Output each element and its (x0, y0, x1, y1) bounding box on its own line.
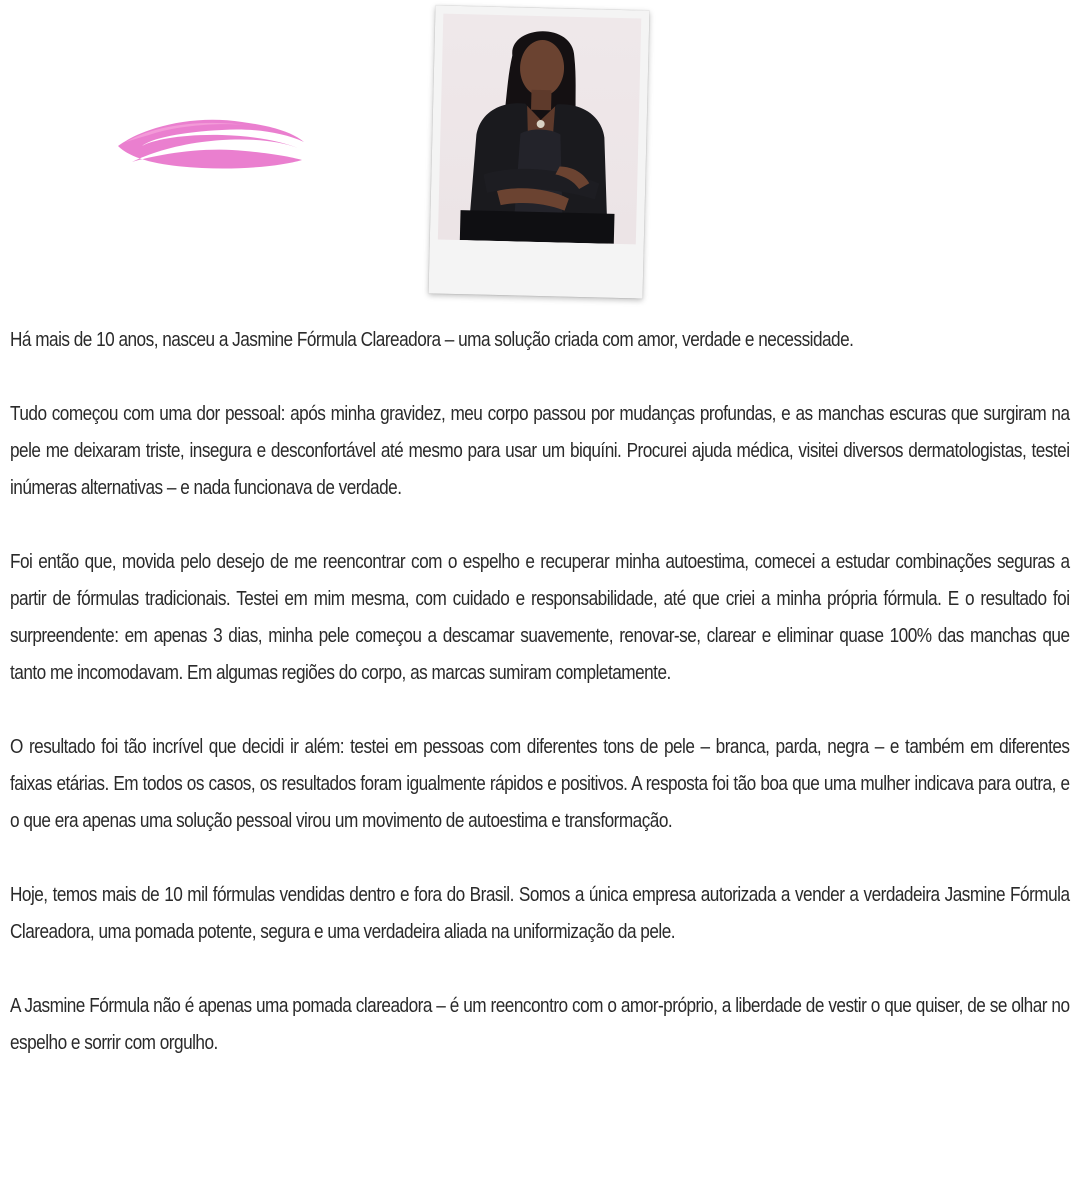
story-paragraph-origin: Tudo começou com uma dor pessoal: após minha gravidez, meu corpo passou por mudanças profundas, e as manchas escuras que surgiram na pele me deixaram triste, insegura e desconfortável até mesmo para usar um biquíni. Procurei ajuda médica, visitei diversos dermatologistas, testei inúmeras alternativas – e nada funcionava de verdade. (10, 403, 1070, 499)
hero-section (0, 0, 1080, 310)
story-paragraph-intro: Há mais de 10 anos, nasceu a Jasmine Fórmula Clareadora – uma solução criada com amor, verdade e necessidade. (10, 329, 854, 351)
founder-portrait-illustration (438, 14, 641, 245)
founder-portrait-photo (438, 14, 641, 245)
founder-story-article (10, 322, 1070, 1062)
story-paragraph-expansion: O resultado foi tão incrível que decidi ir além: testei em pessoas com diferentes tons de pele – branca, parda, negra – e também em diferentes faixas etárias. Em todos os casos, os resultados foram igualmente rápidos e positivos. A resposta foi tão boa que uma mulher indicava para outra, e o que era apenas uma solução pessoal virou um movimento de autoestima e transformação. (10, 736, 1070, 832)
story-paragraph-today: Hoje, temos mais de 10 mil fórmulas vendidas dentro e fora do Brasil. Somos a única empresa autorizada a vender a verdadeira Jasmine Fórmula Clareadora, uma pomada potente, segura e uma verdadeira aliada na uniformização da pele. (10, 884, 1070, 943)
story-paragraph-closing: A Jasmine Fórmula não é apenas uma pomada clareadora – é um reencontro com o amor-próprio, a liberdade de vestir o que quiser, de se olhar no espelho e sorrir com orgulho. (10, 995, 1070, 1054)
founder-polaroid (429, 5, 650, 298)
pink-swoosh-logo-icon (112, 108, 308, 178)
story-paragraph-discovery: Foi então que, movida pelo desejo de me reencontrar com o espelho e recuperar minha autoestima, comecei a estudar combinações seguras a partir de fórmulas tradicionais. Testei em mim mesma, com cuidado e responsabilidade, até que criei a minha própria fórmula. E o resultado foi surpreendente: em apenas 3 dias, minha pele começou a descamar suavemente, renovar-se, clarear e eliminar quase 100% das manchas que tanto me incomodavam. Em algumas regiões do corpo, as marcas sumiram completamente. (10, 551, 1070, 684)
